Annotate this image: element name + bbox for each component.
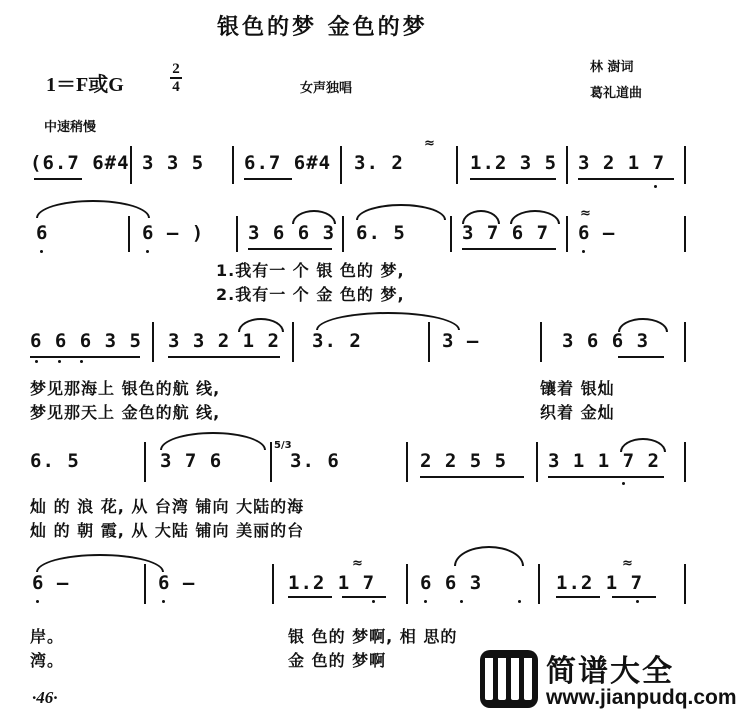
beam-line xyxy=(248,248,332,250)
barline xyxy=(270,442,272,482)
measure: 1.2 1 7 xyxy=(556,572,644,594)
barline xyxy=(540,322,542,362)
lyric-verse-1: 岸。 xyxy=(30,627,65,646)
lyricist: 林 澍词 xyxy=(590,60,634,75)
octave-dot xyxy=(80,360,83,363)
barline xyxy=(236,216,238,252)
tie xyxy=(510,210,560,224)
lyric-verse-2-end: 织着 金灿 xyxy=(540,403,615,422)
barline xyxy=(130,146,132,184)
measure: 6 6 6 3 5 xyxy=(30,330,142,352)
measure: 1.2 1 7 xyxy=(288,572,376,594)
barline xyxy=(272,564,274,604)
measure: 6 – xyxy=(32,572,70,594)
barline xyxy=(684,146,686,184)
mordent-icon: ≈ xyxy=(424,136,435,151)
beam-line xyxy=(618,356,664,358)
barline xyxy=(342,216,344,252)
barline xyxy=(428,322,430,362)
octave-dot xyxy=(35,360,38,363)
barline xyxy=(406,442,408,482)
beam-line xyxy=(548,476,664,478)
beam-line xyxy=(470,178,556,180)
beam-line xyxy=(420,476,524,478)
octave-dot xyxy=(146,250,149,253)
beam-line xyxy=(556,596,600,598)
beam-line xyxy=(244,178,292,180)
time-signature-top: 2 xyxy=(172,61,180,77)
lyric-verse-2: 湾。 xyxy=(30,651,65,670)
octave-dot xyxy=(424,600,427,603)
measure: 3. 6 xyxy=(290,450,340,472)
site-logo xyxy=(480,644,737,717)
measure: 3 6 6 3 xyxy=(248,222,336,244)
measure: 3 – xyxy=(442,330,480,352)
beam-line xyxy=(288,596,332,598)
measure: 3. 2 xyxy=(354,152,404,174)
lyric-verse-1: 灿 的 浪 花, 从 台湾 铺向 大陆的海 xyxy=(30,497,305,516)
octave-dot xyxy=(36,600,39,603)
measure: 6.7 6#4 xyxy=(244,152,332,174)
measure: 6 6 3 xyxy=(420,572,483,594)
octave-dot xyxy=(582,250,585,253)
lyric-verse-1: 梦见那海上 银色的航 线, xyxy=(30,379,221,398)
song-title: 银色的梦 金色的梦 xyxy=(217,14,428,40)
lyric-verse-2: 梦见那天上 金色的航 线, xyxy=(30,403,221,422)
lyric-verse-2-cont: 金 色的 梦啊 xyxy=(288,651,387,670)
lyric-verse-1-cont: 银 色的 梦啊, 相 思的 xyxy=(288,627,458,646)
barline xyxy=(684,442,686,482)
performance-note: 女声独唱 xyxy=(300,81,353,96)
barline xyxy=(684,322,686,362)
tie xyxy=(316,312,460,330)
barline xyxy=(144,442,146,482)
beam-line xyxy=(578,178,674,180)
measure: 3 6 6 3 xyxy=(562,330,650,352)
grace-note-marker: 5/3 xyxy=(274,440,292,451)
lyric-verse-2: 2.我有一 个 金 色的 梦, xyxy=(216,285,405,304)
measure: 2 2 5 5 xyxy=(420,450,508,472)
page-number: ·46· xyxy=(32,688,58,707)
barline xyxy=(538,564,540,604)
measure: 3 3 5 xyxy=(142,152,205,174)
tie xyxy=(462,210,500,224)
mordent-icon: ≈ xyxy=(352,556,363,571)
barline xyxy=(566,216,568,252)
barline xyxy=(232,146,234,184)
tie xyxy=(292,210,336,224)
piano-icon xyxy=(480,650,538,708)
tie xyxy=(618,318,668,332)
tie xyxy=(36,200,150,218)
tie xyxy=(620,438,666,452)
beam-line xyxy=(342,596,386,598)
barline xyxy=(684,564,686,604)
tie xyxy=(238,318,284,332)
barline xyxy=(456,146,458,184)
octave-dot xyxy=(654,185,657,188)
barline xyxy=(152,322,154,362)
measure: 3 7 6 xyxy=(160,450,223,472)
barline xyxy=(684,216,686,252)
octave-dot xyxy=(518,600,521,603)
measure: 6 – xyxy=(158,572,196,594)
key-signature: 1＝F或G xyxy=(46,74,124,96)
measure: 6 – ) xyxy=(142,222,205,244)
barline xyxy=(406,564,408,604)
tie xyxy=(356,204,446,220)
barline xyxy=(536,442,538,482)
measure: 3 7 6 7 xyxy=(462,222,550,244)
octave-dot xyxy=(372,600,375,603)
tie xyxy=(454,546,524,566)
lyric-verse-2: 灿 的 朝 霞, 从 大陆 铺向 美丽的台 xyxy=(30,521,305,540)
beam-line xyxy=(168,356,280,358)
measure: 1.2 3 5 xyxy=(470,152,558,174)
tie xyxy=(160,432,266,450)
barline xyxy=(340,146,342,184)
measure: 6 – xyxy=(578,222,616,244)
measure: 3 1 1 7 2 xyxy=(548,450,660,472)
octave-dot xyxy=(40,250,43,253)
composer: 葛礼道曲 xyxy=(590,86,643,101)
mordent-icon: ≈ xyxy=(622,556,633,571)
beam-line xyxy=(612,596,656,598)
measure: 6. 5 xyxy=(356,222,406,244)
octave-dot xyxy=(622,482,625,485)
octave-dot xyxy=(162,600,165,603)
time-signature-bottom: 4 xyxy=(172,78,180,95)
barline xyxy=(450,216,452,252)
measure: 6. 5 xyxy=(30,450,80,472)
measure: 6 xyxy=(36,222,49,244)
barline xyxy=(292,322,294,362)
logo-url: www.jianpudq.com xyxy=(546,686,737,709)
beam-line xyxy=(462,248,556,250)
lyric-verse-1-end: 镶着 银灿 xyxy=(540,379,615,398)
logo-text: 简谱大全 xyxy=(546,654,674,689)
tempo-marking: 中速稍慢 xyxy=(44,120,97,135)
mordent-icon: ≈ xyxy=(580,206,591,221)
measure: 3. 2 xyxy=(312,330,362,352)
measure: 3 3 2 1 2 xyxy=(168,330,280,352)
time-signature xyxy=(170,62,182,94)
beam-line xyxy=(30,356,140,358)
barline xyxy=(128,216,130,252)
measure: 3 2 1 7 xyxy=(578,152,666,174)
octave-dot xyxy=(460,600,463,603)
octave-dot xyxy=(58,360,61,363)
barline xyxy=(566,146,568,184)
lyric-verse-1: 1.我有一 个 银 色的 梦, xyxy=(216,261,405,280)
barline xyxy=(144,564,146,604)
beam-line xyxy=(34,178,82,180)
octave-dot xyxy=(636,600,639,603)
measure: (6.7 6#4 xyxy=(30,152,130,174)
